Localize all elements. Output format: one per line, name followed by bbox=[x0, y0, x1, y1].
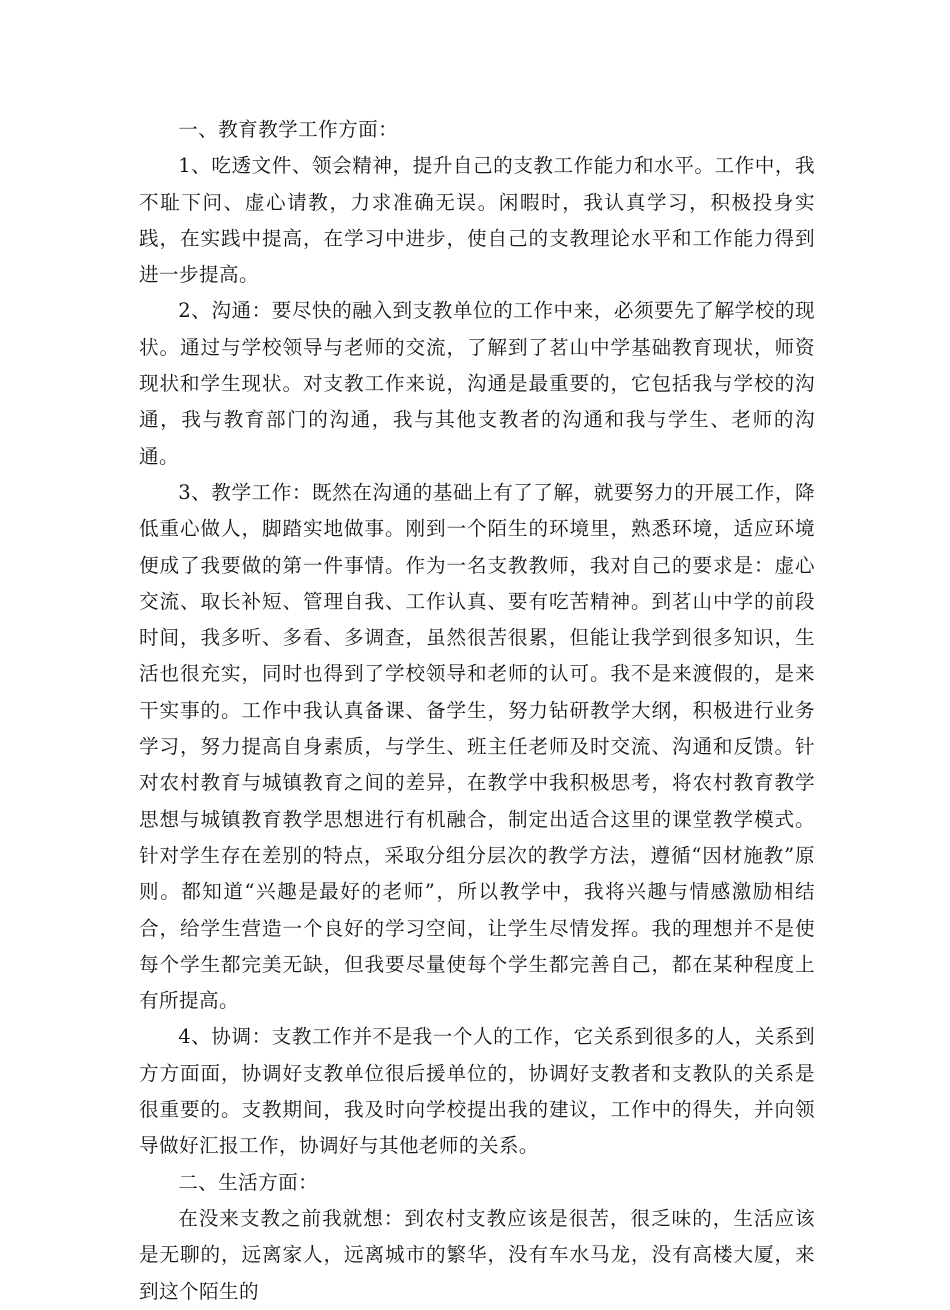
paragraph-study-documents: 1、吃透文件、领会精神，提升自己的支教工作能力和水平。工作中，我不耻下问、虚心请教，力求准确无误。闲暇时，我认真学习，积极投身实践，在实践中提高，在学习中进步，使自己的支教理论水平和工作能力得到进一步提高。 bbox=[139, 154, 815, 287]
paragraph-teaching-work: 3、教学工作：既然在沟通的基础上有了了解，就要努力的开展工作，降低重心做人，脚踏实地做事。刚到一个陌生的环境里，熟悉环境，适应环境便成了我要做的第一件事情。作为一名支教教师，我对自己的要求是：虚心交流、取长补短、管理自我、工作认真、要有吃苦精神。到茗山中学的前段时间，我多听、多看、多调查，虽然很苦很累，但能让我学到很多知识，生活也很充实，同时也得到了学校领导和老师的认可。我不是来渡假的，是来干实事的。工作中我认真备课、备学生，努力钻研教学大纲，积极进行业务学习，努力提高自身素质，与学生、班主任老师及时交流、沟通和反馈。针对农村教育与城镇教育之间的差异，在教学中我积极思考，将农村教育教学思想与城镇教育教学思想进行有机融合，制定出适合这里的课堂教学模式。针对学生存在差别的特点，采取分组分层次的教学方法，遵循“因材施教”原则。都知道“兴趣是最好的老师”，所以教学中，我将兴趣与情感激励相结合，给学生营造一个良好的学习空间，让学生尽情发挥。我的理想并不是使每个学生都完美无缺，但我要尽量使每个学生都完善自己，都在某种程度上有所提高。 bbox=[139, 480, 815, 1013]
paragraph-life: 在没来支教之前我就想：到农村支教应该是很苦，很乏味的，生活应该是无聊的，远离家人，远离城市的繁华，没有车水马龙，没有高楼大厦，来到这个陌生的 bbox=[139, 1206, 815, 1303]
section-heading-teaching: 一、教育教学工作方面： bbox=[178, 118, 399, 141]
section-heading-life: 二、生活方面： bbox=[178, 1170, 319, 1194]
paragraph-coordination: 4、协调：支教工作并不是我一个人的工作，它关系到很多的人，关系到方方面面，协调好支教单位很后援单位的，协调好支教者和支教队的关系是很重要的。支教期间，我及时向学校提出我的建议，工作中的得失，并向领导做好汇报工作，协调好与其他老师的关系。 bbox=[139, 1025, 815, 1158]
paragraph-communication: 2、沟通：要尽快的融入到支教单位的工作中来，必须要先了解学校的现状。通过与学校领导与老师的交流，了解到了茗山中学基础教育现状，师资现状和学生现状。对支教工作来说，沟通是最重要的，它包括我与学校的沟通，我与教育部门的沟通，我与其他支教者的沟通和我与学生、老师的沟通。 bbox=[139, 299, 815, 468]
document-body bbox=[139, 112, 815, 1310]
